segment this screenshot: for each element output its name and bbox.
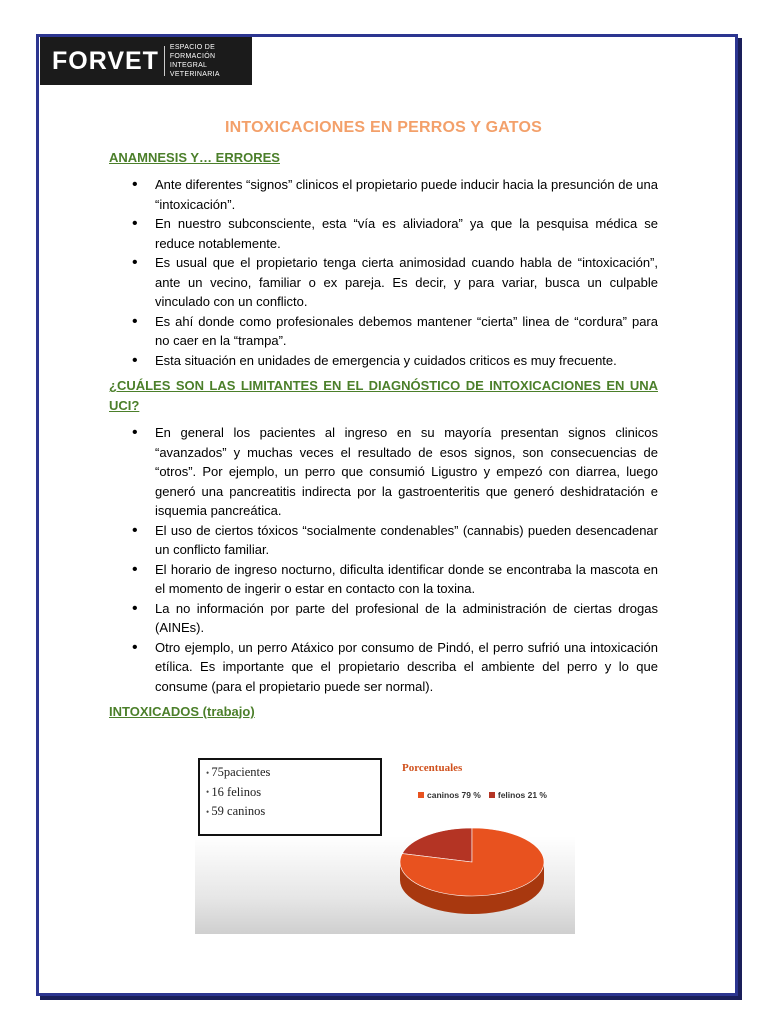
legend-swatch-felines bbox=[489, 792, 495, 798]
list-item: • Ante diferentes “signos” clinicos el propietario puede inducir hacia la presunción de una “intoxicación”. bbox=[155, 175, 658, 214]
logo-subtitle bbox=[170, 43, 252, 79]
list-item: • El horario de ingreso nocturno, dificulta identificar donde se encontraba la mascota en el momento de ingerir o estar en contacto con la toxina. bbox=[155, 560, 658, 599]
stat-felines: • 16 felinos bbox=[206, 783, 374, 803]
list-item: • En nuestro subconsciente, esta “vía es aliviadora” ya que la pesquisa médica se reduce notablemente. bbox=[155, 214, 658, 253]
stat-canines: • 59 caninos bbox=[206, 802, 374, 822]
forvet-logo bbox=[40, 37, 252, 85]
pie-top bbox=[400, 828, 544, 896]
legend-label-felines: felinos 21 % bbox=[497, 790, 547, 800]
section-heading-anamnesis: ANAMNESIS Y… ERRORES bbox=[109, 149, 280, 165]
document-title: INTOXICACIONES EN PERROS Y GATOS bbox=[225, 119, 542, 136]
stat-patients: • 75pacientes bbox=[206, 763, 374, 783]
legend-label-canines: caninos 79 % bbox=[427, 790, 481, 800]
section-heading-intoxicados: INTOXICADOS (trabajo) bbox=[109, 704, 255, 719]
list-item: • Otro ejemplo, un perro Atáxico por consumo de Pindó, el perro sufrió una intoxicación etílica. Es importante que el propietario describa el ambiente del perro y lo que consume (para el propietario puede ser normal). bbox=[155, 638, 658, 697]
legend-item-canines bbox=[418, 790, 481, 800]
list-item: • Es usual que el propietario tenga cierta animosidad cuando habla de “intoxicación”, ante un vecino, familiar o ex pareja. Es decir, y para variar, busca un culpable vinculado con un conflicto. bbox=[155, 253, 658, 312]
list-item: • Es ahí donde como profesionales debemos mantener “cierta” linea de “cordura” para no caer en la “trampa”. bbox=[155, 312, 658, 351]
list-item: • El uso de ciertos tóxicos “socialmente condenables” (cannabis) pueden desencadenar un conflicto familiar. bbox=[155, 521, 658, 560]
stats-box bbox=[198, 758, 382, 836]
logo-wordmark: FORVET bbox=[52, 46, 159, 75]
bullet-list-limitantes bbox=[109, 423, 658, 696]
list-item: • La no información por parte del profesional de la administración de ciertas drogas (AINEs). bbox=[155, 599, 658, 638]
pie-chart bbox=[395, 822, 555, 922]
bullet-list-anamnesis bbox=[109, 175, 658, 370]
document-body bbox=[109, 118, 658, 722]
section-heading-limitantes: ¿CUÁLES SON LAS LIMITANTES EN EL DIAGNÓSTICO DE INTOXICACIONES EN UNA UCI? bbox=[109, 378, 658, 413]
logo-divider bbox=[164, 46, 165, 76]
chart-title: Porcentuales bbox=[402, 762, 463, 774]
list-item: • Esta situación en unidades de emergencia y cuidados criticos es muy frecuente. bbox=[155, 351, 658, 371]
chart-legend bbox=[418, 790, 547, 800]
logo-subtitle-line2: INTEGRAL VETERINARIA bbox=[169, 62, 220, 78]
legend-swatch-canines bbox=[418, 792, 424, 798]
list-item: • En general los pacientes al ingreso en su mayoría presentan signos clinicos “avanzados” y muchas veces el resultado de esos signos, son consecuencias de “otros”. Por ejemplo, un perro que consumió Ligustro y empezó con diarrea, luego generó una pancreatitis indirecta por la gastroenteritis que generó deshidratación e isquemia pancreática. bbox=[155, 423, 658, 521]
legend-item-felines bbox=[489, 790, 547, 800]
logo-subtitle-line1: ESPACIO DE FORMACIÓN bbox=[169, 44, 216, 60]
